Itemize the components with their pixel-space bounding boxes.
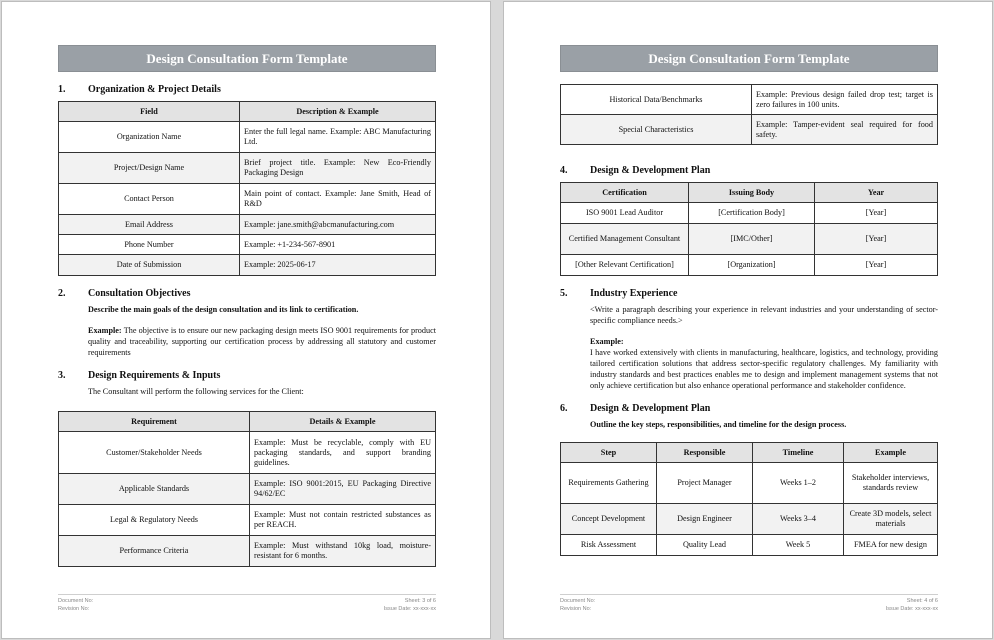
description-cell: Example: jane.smith@abcmanufacturing.com	[240, 215, 436, 235]
table-header-row	[561, 443, 938, 463]
column-header: Step	[561, 443, 657, 463]
section-title: Design & Development Plan	[590, 165, 711, 176]
column-header: Example	[844, 443, 938, 463]
details-cell: Example: Previous design failed drop test; target is zero failures in 100 units.	[752, 85, 938, 115]
requirement-cell: Applicable Standards	[59, 474, 250, 505]
details-cell: Example: Must not contain restricted substances as per REACH.	[250, 505, 436, 536]
responsible-cell: Project Manager	[657, 463, 753, 504]
example-cell: Create 3D models, select materials	[844, 504, 938, 535]
column-header: Description & Example	[240, 102, 436, 122]
description-cell: Brief project title. Example: New Eco-Friendly Packaging Design	[240, 153, 436, 184]
description-cell: Enter the full legal name. Example: ABC Manufacturing Ltd.	[240, 122, 436, 153]
description-cell: Example: 2025-06-17	[240, 255, 436, 276]
details-cell: Example: Must be recyclable, comply with EU packaging standards, and support branding guidelines.	[250, 432, 436, 474]
table-header-row	[59, 102, 436, 122]
issuing-body-cell: [Organization]	[689, 255, 815, 276]
column-header: Details & Example	[250, 412, 436, 432]
page-3-content	[58, 45, 436, 567]
certification-cell: Certified Management Consultant	[561, 224, 689, 255]
certification-cell: [Other Relevant Certification]	[561, 255, 689, 276]
page-4	[503, 1, 993, 639]
column-header: Requirement	[59, 412, 250, 432]
description-cell: Example: +1-234-567-8901	[240, 235, 436, 255]
section-heading-2	[58, 288, 436, 299]
example-label: Example:	[88, 326, 122, 335]
table-row	[59, 215, 436, 235]
section-title: Organization & Project Details	[88, 84, 221, 95]
table-row	[59, 153, 436, 184]
responsible-cell: Quality Lead	[657, 535, 753, 556]
requirement-cell: Customer/Stakeholder Needs	[59, 432, 250, 474]
issuing-body-cell: [Certification Body]	[689, 203, 815, 224]
document-number-label: Document No:	[560, 598, 596, 604]
page-footer	[58, 594, 436, 613]
column-header: Timeline	[753, 443, 844, 463]
field-cell: Project/Design Name	[59, 153, 240, 184]
section-heading-6	[560, 403, 938, 414]
certification-table	[560, 182, 938, 276]
timeline-cell: Week 5	[753, 535, 844, 556]
table-header-row	[59, 412, 436, 432]
requirement-cell: Special Characteristics	[561, 115, 752, 145]
section-heading-1	[58, 84, 436, 95]
section-number: 3.	[58, 370, 66, 381]
column-header: Year	[815, 183, 938, 203]
requirement-cell: Performance Criteria	[59, 536, 250, 567]
sheet-number: Sheet: 3 of 6	[404, 598, 436, 604]
details-cell: Example: Must withstand 10kg load, moisture-resistant for 6 months.	[250, 536, 436, 567]
field-cell: Email Address	[59, 215, 240, 235]
revision-number-label: Revision No:	[560, 606, 592, 612]
table-row	[59, 432, 436, 474]
requirement-cell: Historical Data/Benchmarks	[561, 85, 752, 115]
section-title: Design & Development Plan	[590, 403, 711, 414]
page-3	[1, 1, 491, 639]
section-title: Consultation Objectives	[88, 288, 191, 299]
column-header: Issuing Body	[689, 183, 815, 203]
field-cell: Contact Person	[59, 184, 240, 215]
section-title: Design Requirements & Inputs	[88, 370, 221, 381]
organization-details-table	[58, 101, 436, 276]
requirements-table-continued	[560, 84, 938, 145]
section-number: 4.	[560, 165, 568, 176]
table-header-row	[561, 183, 938, 203]
example-cell: Stakeholder interviews, standards review	[844, 463, 938, 504]
issue-date: Issue Date: xx-xxx-xx	[885, 606, 938, 612]
table-row	[59, 184, 436, 215]
development-plan-table	[560, 442, 938, 556]
example-text: The objective is to ensure our new packaging design meets ISO 9001 requirements for product quality and traceability, supporting our certification process by addressing all statutory and customer requirements	[88, 326, 436, 357]
responsible-cell: Design Engineer	[657, 504, 753, 535]
table-row	[561, 504, 938, 535]
page-footer	[560, 594, 938, 613]
timeline-cell: Weeks 3–4	[753, 504, 844, 535]
section-heading-4	[560, 165, 938, 176]
page-banner: Design Consultation Form Template	[58, 45, 436, 72]
section-number: 5.	[560, 288, 568, 299]
table-row	[59, 505, 436, 536]
document-number-label: Document No:	[58, 598, 94, 604]
table-row	[561, 463, 938, 504]
section-title: Industry Experience	[590, 288, 678, 299]
year-cell: [Year]	[815, 203, 938, 224]
field-cell: Organization Name	[59, 122, 240, 153]
table-row	[59, 122, 436, 153]
table-row	[561, 255, 938, 276]
step-cell: Risk Assessment	[561, 535, 657, 556]
requirements-table	[58, 411, 436, 567]
field-cell: Date of Submission	[59, 255, 240, 276]
experience-example-label: Example:	[590, 337, 624, 346]
certification-cell: ISO 9001 Lead Auditor	[561, 203, 689, 224]
sheet-number: Sheet: 4 of 6	[906, 598, 938, 604]
table-row	[561, 224, 938, 255]
section-number: 2.	[58, 288, 66, 299]
issuing-body-cell: [IMC/Other]	[689, 224, 815, 255]
issue-date: Issue Date: xx-xxx-xx	[383, 606, 436, 612]
year-cell: [Year]	[815, 255, 938, 276]
step-cell: Requirements Gathering	[561, 463, 657, 504]
section-number: 1.	[58, 84, 66, 95]
description-cell: Main point of contact. Example: Jane Smith, Head of R&D	[240, 184, 436, 215]
objectives-intro: Describe the main goals of the design consultation and its link to certification.	[88, 305, 359, 314]
table-row	[561, 203, 938, 224]
example-cell: FMEA for new design	[844, 535, 938, 556]
table-row	[59, 235, 436, 255]
details-cell: Example: Tamper-evident seal required for food safety.	[752, 115, 938, 145]
details-cell: Example: ISO 9001:2015, EU Packaging Directive 94/62/EC	[250, 474, 436, 505]
objectives-example	[58, 325, 436, 358]
table-row	[561, 85, 938, 115]
field-cell: Phone Number	[59, 235, 240, 255]
step-cell: Concept Development	[561, 504, 657, 535]
year-cell: [Year]	[815, 224, 938, 255]
experience-example-text: I have worked extensively with clients in manufacturing, healthcare, logistics, and technology, providing tailored certification solutions that address sector-specific regulatory challenges. My familiarity with industry standards and best practices enables me to design and implement management systems that not only achieve certification but also enhance operational performance and stakeholder confidence.	[590, 348, 938, 390]
plan-intro: Outline the key steps, responsibilities, and timeline for the design process.	[590, 420, 847, 429]
experience-prompt: <Write a paragraph describing your experience in relevant industries and your understanding of sector-specific compliance needs.>	[590, 305, 938, 325]
requirements-intro: The Consultant will perform the following services for the Client:	[88, 387, 304, 396]
table-row	[561, 115, 938, 145]
table-row	[59, 474, 436, 505]
table-row	[561, 535, 938, 556]
requirement-cell: Legal & Regulatory Needs	[59, 505, 250, 536]
revision-number-label: Revision No:	[58, 606, 90, 612]
table-row	[59, 255, 436, 276]
column-header: Field	[59, 102, 240, 122]
page-4-content	[560, 45, 938, 556]
column-header: Certification	[561, 183, 689, 203]
page-banner: Design Consultation Form Template	[560, 45, 938, 72]
section-number: 6.	[560, 403, 568, 414]
column-header: Responsible	[657, 443, 753, 463]
section-heading-5	[560, 288, 938, 299]
section-heading-3	[58, 370, 436, 381]
table-row	[59, 536, 436, 567]
timeline-cell: Weeks 1–2	[753, 463, 844, 504]
